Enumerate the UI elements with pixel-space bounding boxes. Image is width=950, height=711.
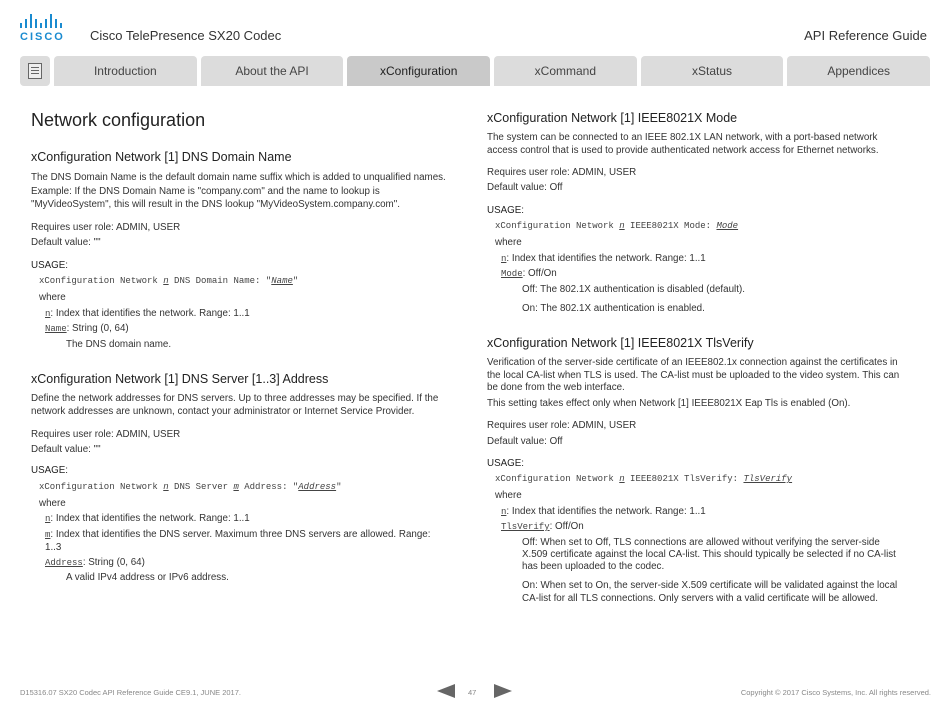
dns-server-desc-2: network addresses are unknown, contact your administrator or Internet Service Provider. xyxy=(31,406,415,417)
page-number: 47 xyxy=(468,688,477,697)
dns-server-param-m: m: Index that identifies the DNS server. Maximum three DNS servers are allowed. Range: xyxy=(45,529,431,540)
ieee8021x-mode-opt-on: On: The 802.1X authentication is enabled. xyxy=(522,303,705,314)
tlsverify-off-1: Off: When set to Off, TLS connections are allowed without verifying the server-side xyxy=(522,537,880,548)
product-title: Cisco TelePresence SX20 Codec xyxy=(90,28,282,43)
footer-copyright: Copyright © 2017 Cisco Systems, Inc. All rights reserved. xyxy=(740,688,931,697)
document-menu-icon xyxy=(28,63,42,79)
dns-domain-usage-label: USAGE: xyxy=(31,260,69,271)
dns-server-param-m-range: 1..3 xyxy=(45,542,62,553)
tab-xcommand[interactable]: xCommand xyxy=(494,56,637,86)
ieee8021x-mode-param-mode: Mode: Off/On xyxy=(501,268,557,279)
dns-domain-name-title: xConfiguration Network [1] DNS Domain Name xyxy=(31,150,292,164)
page-title: Network configuration xyxy=(31,110,206,130)
dns-domain-desc-1: The DNS Domain Name is the default domain name suffix which is added to unqualified names. xyxy=(31,172,446,183)
footer-doc-id: D15316.07 SX20 Codec API Reference Guide CE9.1, JUNE 2017. xyxy=(20,688,241,697)
dns-domain-desc-3: "MyVideoSystem", this will result in the DNS lookup "MyVideoSystem.company.com". xyxy=(31,199,400,210)
ieee8021x-mode-usage-command: xConfiguration Network n IEEE8021X Mode: Mode xyxy=(495,221,739,231)
tlsverify-desc-1: Verification of the server-side certificate of an IEEE802.1x connection against the certificates in xyxy=(487,357,898,368)
tlsverify-desc-3: be done from the web interface. xyxy=(487,382,625,393)
tlsverify-usage-command: xConfiguration Network n IEEE8021X TlsVerify: TlsVerify xyxy=(495,474,793,484)
dns-domain-desc-2: Example: If the DNS Domain Name is "company.com" and the name to lookup is xyxy=(31,186,380,197)
dns-server-param-detail: A valid IPv4 address or IPv6 address. xyxy=(66,572,229,583)
tlsverify-desc-2: the local CA-list when TLS is used. The CA-list must be uploaded to the video system. This can xyxy=(487,370,900,381)
tab-about-the-api[interactable]: About the API xyxy=(201,56,344,86)
next-page-arrow-icon[interactable] xyxy=(494,684,512,698)
tlsverify-on-2: CA-list for all TLS connections. Only servers with a valid certificate will be allowed. xyxy=(522,593,878,604)
dns-server-usage-label: USAGE: xyxy=(31,465,69,476)
tlsverify-off-2: X.509 certificate against the local CA-list. This should typically be selected if no CA-list xyxy=(522,549,896,560)
tab-appendices[interactable]: Appendices xyxy=(787,56,930,86)
dns-server-param-n: n: Index that identifies the network. Range: 1..1 xyxy=(45,513,250,524)
ieee8021x-mode-default: Default value: Off xyxy=(487,182,563,193)
cisco-logo xyxy=(20,14,66,44)
tlsverify-off-3: has been uploaded to the codec. xyxy=(522,561,665,572)
dns-domain-where: where xyxy=(39,292,66,303)
tlsverify-default: Default value: Off xyxy=(487,436,563,447)
dns-server-usage-command: xConfiguration Network n DNS Server m Address: "Address" xyxy=(39,482,342,492)
dns-domain-param-name: Name: String (0, 64) xyxy=(45,323,129,334)
ieee8021x-mode-role: Requires user role: ADMIN, USER xyxy=(487,167,637,178)
dns-server-desc-1: Define the network addresses for DNS servers. Up to three addresses may be specified. If the xyxy=(31,393,439,404)
tab-xstatus[interactable]: xStatus xyxy=(641,56,784,86)
ieee8021x-mode-desc-2: access control that is used to provide authenticated network access for Ethernet networks. xyxy=(487,145,879,156)
tlsverify-on-1: On: When set to On, the server-side X.509 certificate will be validated against the local xyxy=(522,580,898,591)
prev-page-arrow-icon[interactable] xyxy=(437,684,455,698)
dns-domain-default: Default value: "" xyxy=(31,237,101,248)
nav-bar xyxy=(20,56,930,86)
dns-server-default: Default value: "" xyxy=(31,444,101,455)
tlsverify-role: Requires user role: ADMIN, USER xyxy=(487,420,637,431)
ieee8021x-mode-title: xConfiguration Network [1] IEEE8021X Mode xyxy=(487,111,738,125)
dns-domain-param-n: n: Index that identifies the network. Range: 1..1 xyxy=(45,308,250,319)
dns-domain-param-detail: The DNS domain name. xyxy=(66,339,172,350)
dns-domain-role: Requires user role: ADMIN, USER xyxy=(31,222,181,233)
ieee8021x-mode-desc-1: The system can be connected to an IEEE 802.1X LAN network, with a port-based network xyxy=(487,132,878,143)
menu-button[interactable] xyxy=(20,56,50,86)
cisco-logo-bars xyxy=(20,14,66,28)
tlsverify-usage-label: USAGE: xyxy=(487,458,525,469)
tlsverify-param-tlsverify: TlsVerify: Off/On xyxy=(501,521,584,532)
ieee8021x-mode-usage-label: USAGE: xyxy=(487,205,525,216)
dns-server-role: Requires user role: ADMIN, USER xyxy=(31,429,181,440)
tab-introduction[interactable]: Introduction xyxy=(54,56,197,86)
dns-server-title: xConfiguration Network [1] DNS Server [1..3] Address xyxy=(31,372,329,386)
ieee8021x-mode-param-n: n: Index that identifies the network. Range: 1..1 xyxy=(501,253,706,264)
dns-domain-usage-command: xConfiguration Network n DNS Domain Name: "Name" xyxy=(39,276,299,286)
tlsverify-param-n: n: Index that identifies the network. Range: 1..1 xyxy=(501,506,706,517)
dns-server-param-address: Address: String (0, 64) xyxy=(45,557,145,568)
ieee8021x-tlsverify-title: xConfiguration Network [1] IEEE8021X TlsVerify xyxy=(487,336,754,350)
cisco-logo-text: CISCO xyxy=(20,31,65,43)
dns-server-where: where xyxy=(39,498,66,509)
guide-title: API Reference Guide xyxy=(804,28,927,43)
tlsverify-where: where xyxy=(495,490,522,501)
ieee8021x-mode-opt-off: Off: The 802.1X authentication is disabled (default). xyxy=(522,284,745,295)
tab-xconfiguration[interactable]: xConfiguration xyxy=(347,56,490,86)
tlsverify-desc-4: This setting takes effect only when Network [1] IEEE8021X Eap Tls is enabled (On). xyxy=(487,398,851,409)
ieee8021x-mode-where: where xyxy=(495,237,522,248)
